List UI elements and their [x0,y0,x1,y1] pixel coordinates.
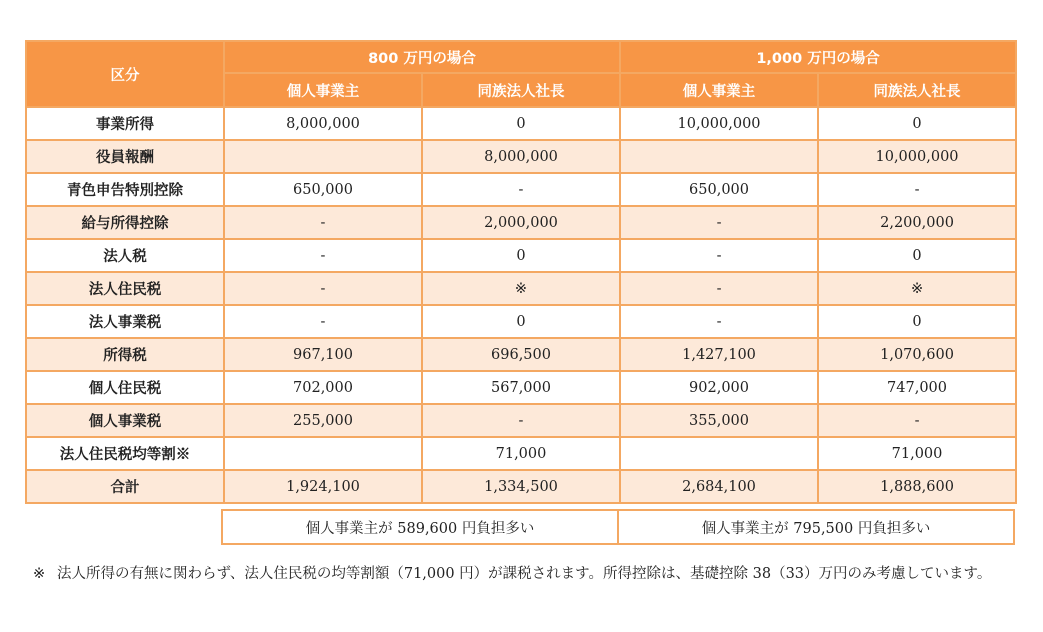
table-cell: 2,684,100 [620,470,818,503]
header-group-1000: 1,000 万円の場合 [620,41,1016,73]
summary-800: 個人事業主が 589,600 円負担多い [222,510,618,544]
row-label: 個人住民税 [26,371,224,404]
row-label: 所得税 [26,338,224,371]
footnote-mark: ※ [33,566,46,582]
table-cell: 650,000 [224,173,422,206]
table-cell: - [620,206,818,239]
table-cell: 2,000,000 [422,206,620,239]
header-category: 区分 [26,41,224,107]
table-cell: 1,427,100 [620,338,818,371]
summary-row [221,509,1015,545]
table-cell: - [620,305,818,338]
table-cell: 702,000 [224,371,422,404]
header-group-800: 800 万円の場合 [224,41,620,73]
table-row [26,206,1016,239]
table-cell: 10,000,000 [620,107,818,140]
summary-1000: 個人事業主が 795,500 円負担多い [618,510,1014,544]
table-cell: 0 [422,107,620,140]
table-cell: ※ [422,272,620,305]
table-cell: - [818,173,1016,206]
table-row [26,272,1016,305]
table-cell: 696,500 [422,338,620,371]
row-label: 青色申告特別控除 [26,173,224,206]
table-cell [224,140,422,173]
table-row [26,173,1016,206]
table-cell: 1,070,600 [818,338,1016,371]
table-cell: 2,200,000 [818,206,1016,239]
tax-comparison-table-wrap [25,40,1017,504]
row-label: 法人事業税 [26,305,224,338]
tax-comparison-table [25,40,1017,504]
row-label: 個人事業税 [26,404,224,437]
table-cell: 355,000 [620,404,818,437]
table-cell: - [620,272,818,305]
row-label: 法人住民税均等割※ [26,437,224,470]
table-cell: - [224,272,422,305]
table-cell: 747,000 [818,371,1016,404]
table-cell: 650,000 [620,173,818,206]
table-cell: - [224,206,422,239]
table-body [26,107,1016,503]
table-cell: 1,888,600 [818,470,1016,503]
table-row [26,437,1016,470]
table-cell: 71,000 [818,437,1016,470]
table-cell [224,437,422,470]
table-row [26,404,1016,437]
subheader-family-corp-president: 同族法人社長 [422,73,620,107]
row-label: 合計 [26,470,224,503]
table-cell: 0 [422,305,620,338]
table-cell: 1,924,100 [224,470,422,503]
row-label: 事業所得 [26,107,224,140]
table-cell: 8,000,000 [422,140,620,173]
row-label: 法人住民税 [26,272,224,305]
table-cell: 0 [818,305,1016,338]
table-cell [620,140,818,173]
table-row [26,371,1016,404]
table-cell: - [422,173,620,206]
table-cell: - [818,404,1016,437]
table-cell: ※ [818,272,1016,305]
table-cell: 0 [818,239,1016,272]
table-cell: 255,000 [224,404,422,437]
row-label: 役員報酬 [26,140,224,173]
table-cell: - [620,239,818,272]
table-cell: - [224,239,422,272]
table-cell: 567,000 [422,371,620,404]
table-cell: 8,000,000 [224,107,422,140]
footnote [33,562,1033,587]
table-cell: - [224,305,422,338]
subheader-sole-proprietor: 個人事業主 [224,73,422,107]
table-cell: 1,334,500 [422,470,620,503]
table-cell: 0 [422,239,620,272]
table-cell: 10,000,000 [818,140,1016,173]
table-row [26,338,1016,371]
table-row [26,305,1016,338]
table-row [26,470,1016,503]
table-cell: 967,100 [224,338,422,371]
table-cell [620,437,818,470]
table-row [26,107,1016,140]
table-cell: 0 [818,107,1016,140]
table-cell: - [422,404,620,437]
table-cell: 71,000 [422,437,620,470]
subheader-family-corp-president: 同族法人社長 [818,73,1016,107]
footnote-text: 法人所得の有無に関わらず、法人住民税の均等割額（71,000 円）が課税されます。所得控除は、基礎控除 38（33）万円のみ考慮しています。 [57,566,992,582]
row-label: 給与所得控除 [26,206,224,239]
row-label: 法人税 [26,239,224,272]
table-row [26,239,1016,272]
table-cell: 902,000 [620,371,818,404]
subheader-sole-proprietor: 個人事業主 [620,73,818,107]
table-row [26,140,1016,173]
